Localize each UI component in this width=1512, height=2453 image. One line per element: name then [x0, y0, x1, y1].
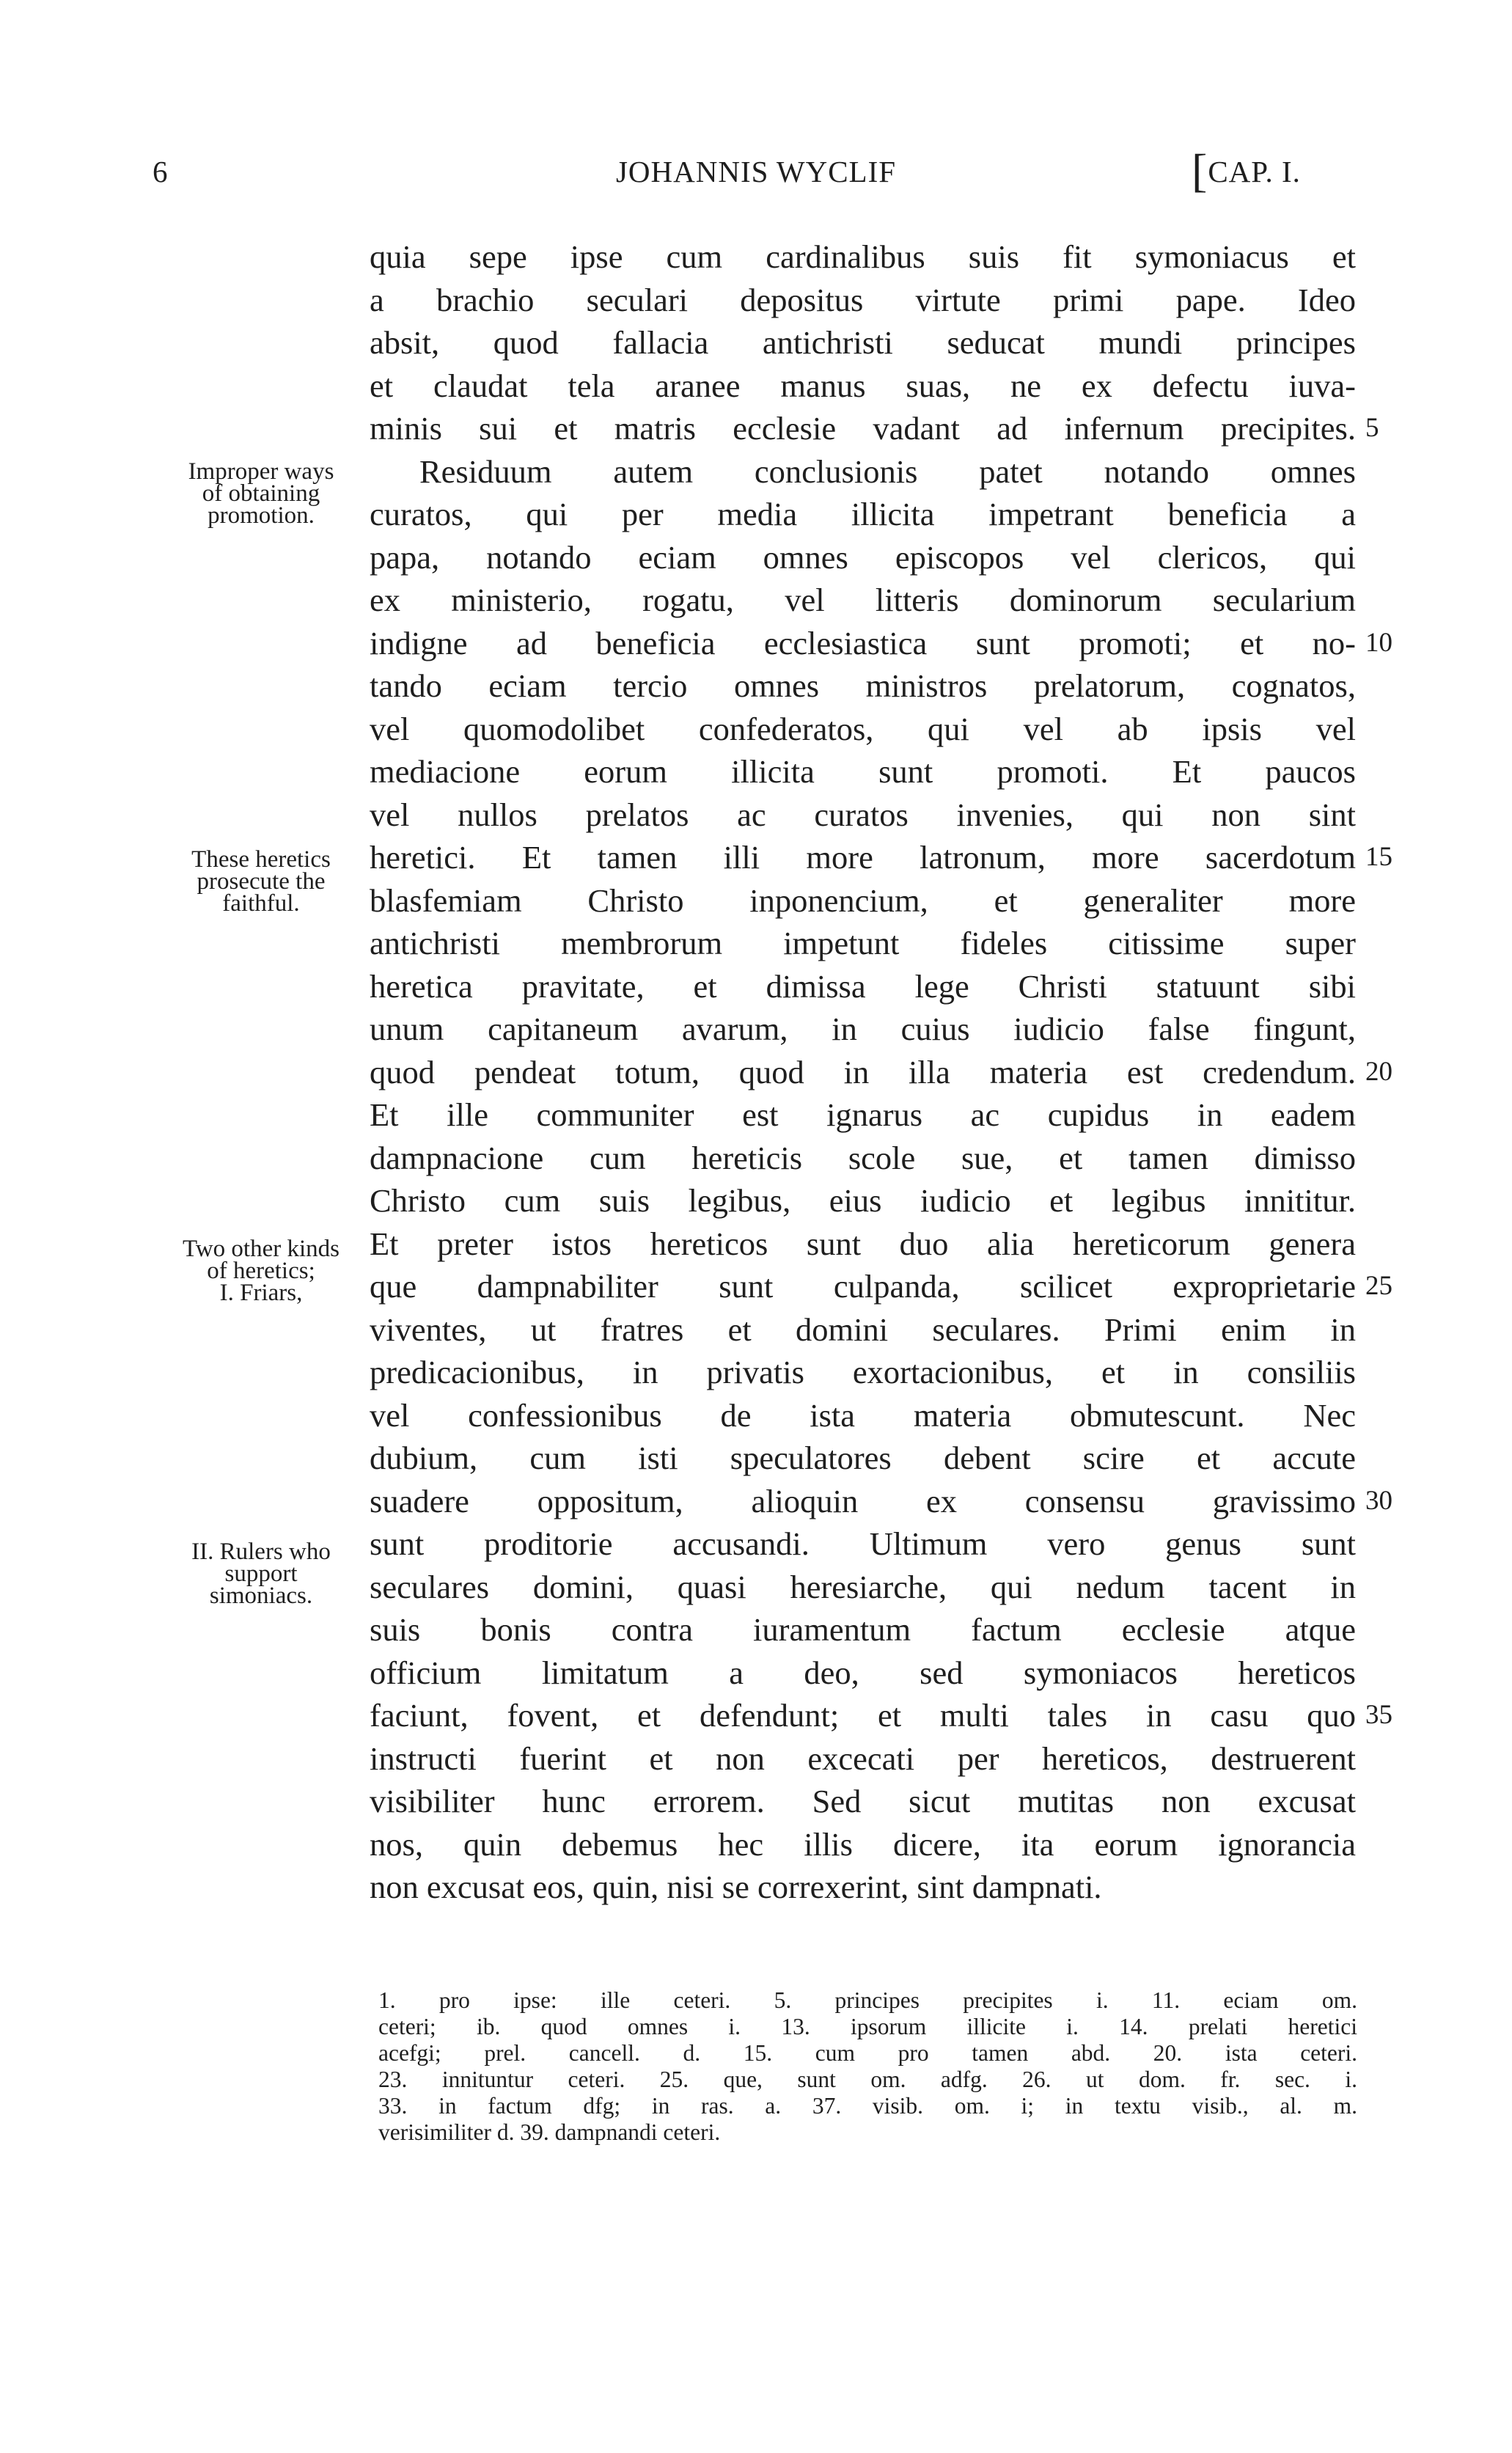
text-line: ex ministerio, rogatu, vel litteris dominorum secularium — [370, 582, 1356, 618]
chapter-label — [1192, 144, 1301, 197]
text-line: dubium, cum isti speculatores debent scire et accute — [370, 1440, 1356, 1476]
text-line: papa, notando eciam omnes episcopos vel clericos, qui — [370, 538, 1356, 576]
margin-note-line: faithful. — [222, 890, 300, 917]
text-line: tando eciam tercio omnes ministros prelatorum, cognatos, — [370, 667, 1356, 704]
line-number: 15 — [1365, 842, 1392, 872]
margin-note-line: of obtaining — [202, 480, 320, 507]
text-line: curatos, qui per media illicita impetrant beneficia a — [370, 496, 1356, 532]
footnote-line: ceteri; ib. quod omnes i. 13. ipsorum illicite i. 14. prelati heretici — [378, 2014, 1357, 2039]
margin-note-line: Improper ways — [188, 458, 334, 485]
margin-note — [151, 1238, 371, 1304]
margin-note-line: II. Rulers who — [191, 1539, 331, 1565]
footnote-line: 33. in factum dfg; in ras. a. 37. visib. om. i; in textu visib., al. m. — [378, 2093, 1357, 2119]
footnote-line: verisimiliter d. 39. dampnandi ceteri. — [378, 2119, 721, 2145]
margin-note-line: Two other kinds — [182, 1236, 340, 1262]
text-line: quod pendeat totum, quod in illa materia est credendum. — [370, 1053, 1356, 1090]
text-line: indigne ad beneficia ecclesiastica sunt promoti; et no- — [370, 624, 1356, 661]
line-number: 20 — [1365, 1056, 1392, 1087]
margin-note — [151, 1541, 371, 1607]
text-line: minis sui et matris ecclesie vadant ad infernum precipites. — [370, 410, 1356, 447]
text-line: visibiliter hunc errorem. Sed sicut mutitas non excusat — [370, 1783, 1356, 1819]
text-line: seculares domini, quasi heresiarche, qui nedum tacent in — [370, 1568, 1356, 1605]
text-line: unum capitaneum avarum, in cuius iudicio false fingunt, — [370, 1011, 1356, 1047]
text-line: viventes, ut fratres et domini seculares. Primi enim in — [370, 1310, 1356, 1348]
text-line: Residuum autem conclusionis patet notando omnes — [419, 452, 1356, 490]
margin-note — [151, 846, 371, 917]
footnote-line: 23. innituntur ceteri. 25. que, sunt om. adfg. 26. ut dom. fr. sec. i. — [378, 2067, 1357, 2092]
margin-note — [151, 458, 371, 529]
text-line: dampnacione cum hereticis scole sue, et tamen dimisso — [370, 1139, 1356, 1176]
text-line: predicacionibus, in privatis exortacionibus, et in consiliis — [370, 1354, 1356, 1390]
line-number: 10 — [1365, 627, 1392, 658]
line-number: 30 — [1365, 1485, 1392, 1516]
text-line: sunt proditorie accusandi. Ultimum vero genus sunt — [370, 1525, 1356, 1562]
page-number: 6 — [153, 155, 169, 188]
text-line: Et ille communiter est ignarus ac cupidus in eadem — [370, 1096, 1356, 1133]
text-line: mediacione eorum illicita sunt promoti. Et paucos — [370, 753, 1356, 790]
running-head-title: JOHANNIS WYCLIF — [615, 155, 897, 188]
text-line: blasfemiam Christo inponencium, et generaliter more — [370, 881, 1356, 919]
text-line: heretica pravitate, et dimissa lege Christi statuunt sibi — [370, 967, 1356, 1005]
chapter-bracket: [ — [1192, 144, 1208, 197]
text-line: faciunt, fovent, et defendunt; et multi tales in casu quo — [370, 1697, 1356, 1734]
text-line: vel confessionibus de ista materia obmutescunt. Nec — [370, 1396, 1356, 1434]
chapter-number: CAP. I. — [1208, 155, 1301, 188]
margin-note-line: prosecute the — [197, 868, 326, 895]
margin-note-line: These heretics — [191, 846, 331, 873]
text-line: instructi fuerint et non excecati per hereticos, destruerent — [370, 1739, 1356, 1777]
text-line: suis bonis contra iuramentum factum ecclesie atque — [370, 1611, 1356, 1648]
margin-note-line: promotion. — [208, 502, 315, 529]
text-line: Et preter istos hereticos sunt duo alia hereticorum genera — [370, 1225, 1356, 1262]
text-line: vel quomodolibet confederatos, qui vel ab ipsis vel — [370, 710, 1356, 747]
text-line: non excusat eos, quin, nisi se correxerint, sint dampnati. — [370, 1869, 1102, 1905]
text-line: quia sepe ipse cum cardinalibus suis fit symoniacus et — [370, 238, 1356, 275]
text-line: suadere oppositum, alioquin ex consensu gravissimo — [370, 1482, 1356, 1519]
line-number: 35 — [1365, 1700, 1392, 1730]
margin-note-line: support — [224, 1561, 298, 1587]
text-line: antichristi membrorum impetunt fideles citissime super — [370, 925, 1356, 961]
text-line: absit, quod fallacia antichristi seducat mundi principes — [370, 324, 1356, 361]
text-line: a brachio seculari depositus virtute primi pape. Ideo — [370, 281, 1356, 318]
footnote-line: 1. pro ipse: ille ceteri. 5. principes precipites i. 11. eciam om. — [378, 1987, 1357, 2013]
text-line: officium limitatum a deo, sed symoniacos hereticos — [370, 1654, 1356, 1691]
running-header — [0, 144, 1512, 202]
text-line: heretici. Et tamen illi more latronum, more sacerdotum — [370, 839, 1356, 876]
line-number: 25 — [1365, 1271, 1392, 1301]
text-line: et claudat tela aranee manus suas, ne ex defectu iuva- — [370, 367, 1356, 404]
footnote-line: acefgi; prel. cancell. d. 15. cum pro tamen abd. 20. ista ceteri. — [378, 2040, 1357, 2066]
margin-note-line: of heretics; — [207, 1258, 315, 1284]
text-line: nos, quin debemus hec illis dicere, ita eorum ignorancia — [370, 1825, 1356, 1863]
margin-note-line: I. Friars, — [219, 1280, 303, 1306]
margin-note-line: simoniacs. — [209, 1583, 313, 1609]
text-line: que dampnabiliter sunt culpanda, scilicet exproprietarie — [370, 1268, 1356, 1305]
text-line: vel nullos prelatos ac curatos invenies, qui non sint — [370, 796, 1356, 833]
text-line: Christo cum suis legibus, eius iudicio et legibus innititur. — [370, 1182, 1356, 1219]
line-number: 5 — [1365, 413, 1379, 443]
